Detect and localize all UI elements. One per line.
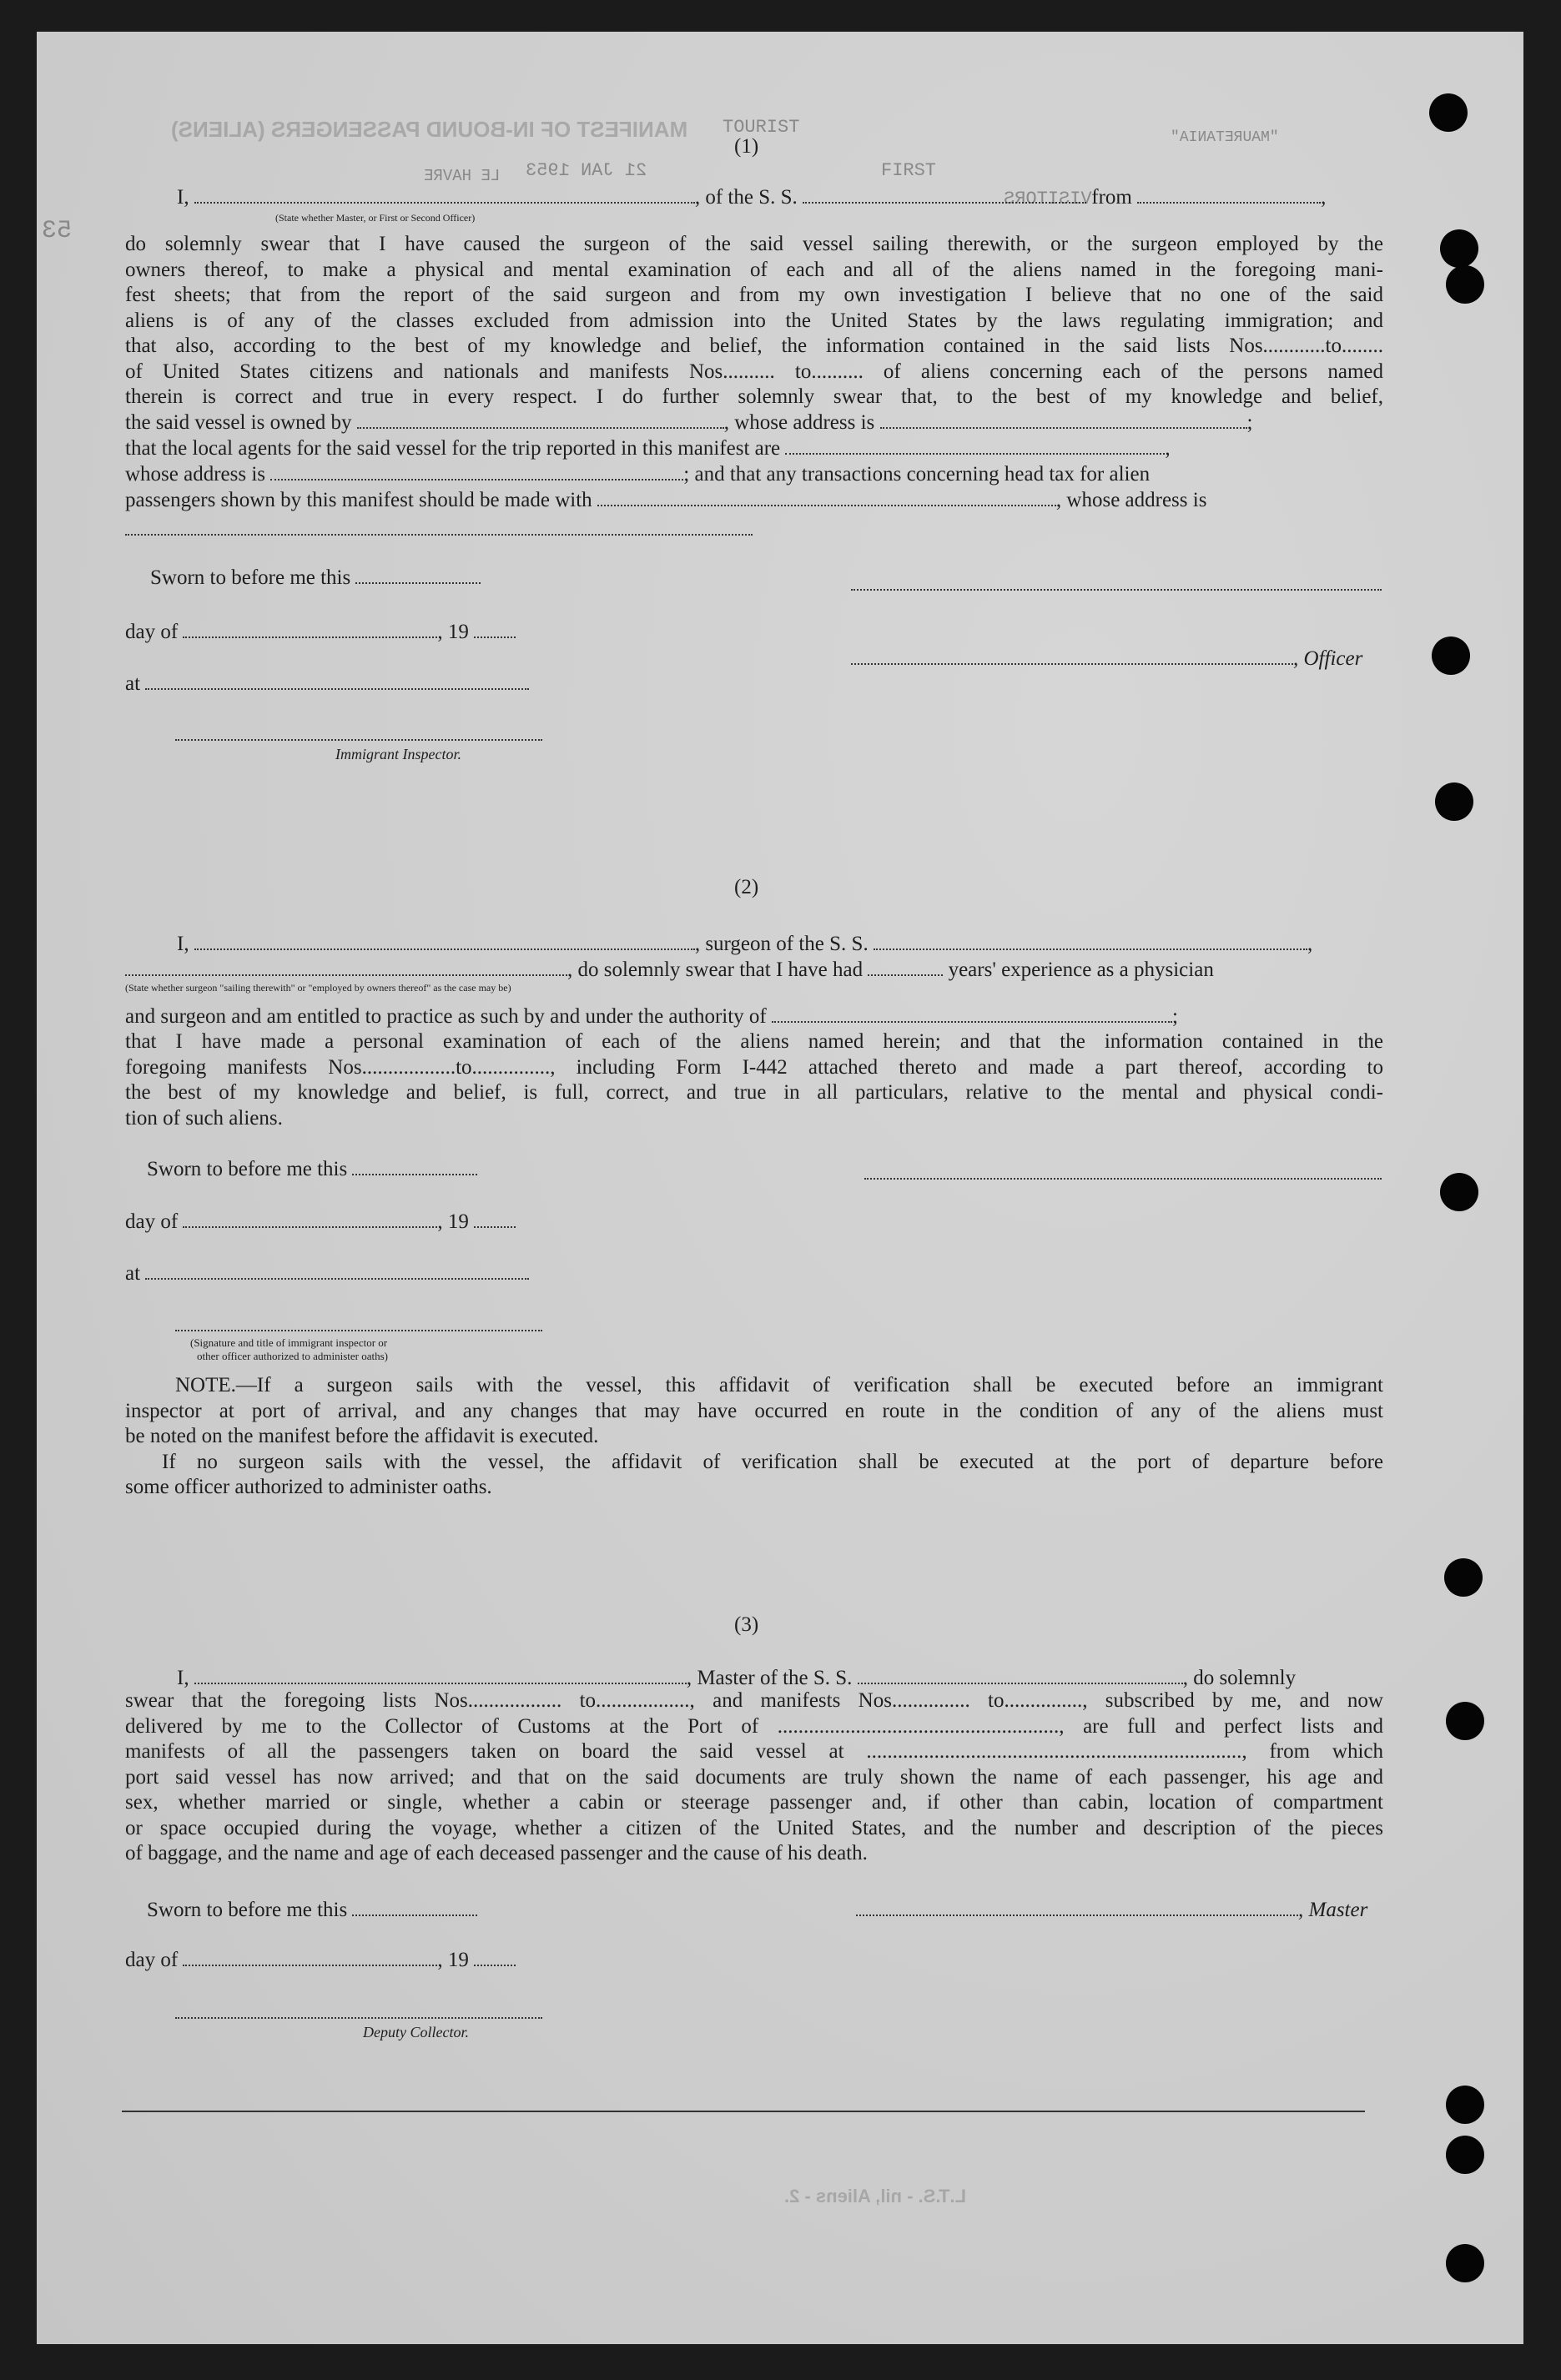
date-stamp: 21 JAN 1953 xyxy=(526,160,647,181)
s3-deputy-sig xyxy=(175,2017,542,2019)
s1-master-caption: (State whether Master, or First or Second Officer) xyxy=(275,212,476,224)
punch-hole xyxy=(1446,2244,1484,2282)
punch-hole xyxy=(1435,782,1473,821)
punch-hole xyxy=(1446,1702,1484,1740)
s3-master-line: I, , Master of the S. S. , do solemnly xyxy=(177,1667,1297,1689)
punch-hole xyxy=(1440,1173,1478,1211)
punch-hole xyxy=(1446,2136,1484,2174)
punch-hole xyxy=(1444,1558,1483,1597)
section-2-number: (2) xyxy=(734,876,759,898)
bleed-through-title: MANIFEST OF IN-BOUND PASSENGERS (ALIENS) xyxy=(171,117,688,142)
s1-sworn-line: Sworn to before me this xyxy=(150,566,481,591)
class-stamp: TOURIST xyxy=(723,117,800,138)
s2-surgeon-sig xyxy=(864,1178,1382,1180)
s1-whose-line: whose address is ; and that any transactions concerning head tax for alien xyxy=(125,463,1151,486)
s1-paragraph: do solemnly swear that I have caused the surgeon of the said vessel sailing therewith, or the surgeon employed by the owners thereof, to make a physical and mental examination of each and all of the aliens named in the foregoing mani- fest sheets; that from the report of the said surgeon and from my own investigation I believe that no one of the said aliens is of any of the classes excluded from admission into the United States by the laws regulating immigration; and that also, according to the best of my knowledge and belief, the information contained in the said lists Nos............to........ of United States citizens and nationals and manifests Nos.......... to.......... of aliens concerning each of the persons named therein is correct and true in every respect. I do further solemnly swear that, to the best of my knowledge and belief, xyxy=(125,233,1383,408)
ship-stamp: VISITORS xyxy=(1004,189,1092,209)
s1-inspector-sig xyxy=(175,739,542,741)
section-3-number: (3) xyxy=(734,1613,759,1636)
s1-master-line: I, , of the S. S. from , xyxy=(177,186,1327,209)
s1-at-line: at xyxy=(125,672,529,697)
bleed-through-footer: L.T.S. - nil, Aliens - 2. xyxy=(784,2186,966,2206)
s3-master-sig-line: , Master xyxy=(856,1898,1367,1923)
s2-sig-caption-2: other officer authorized to administer oaths) xyxy=(197,1350,388,1362)
s1-officer-sig-top xyxy=(851,589,1382,591)
punch-hole xyxy=(1429,93,1468,132)
first-class-stamp: FIRST xyxy=(881,160,937,181)
s2-authority-line: and surgeon and am entitled to practice as such by and under the authority of ; xyxy=(125,1005,1178,1028)
s1-day-line: day of , 19 xyxy=(125,620,516,645)
punch-hole xyxy=(1446,2086,1484,2124)
s2-experience-line: , do solemnly swear that I have had years' experience as a physician xyxy=(125,958,1214,983)
margin-number: 53 xyxy=(42,217,73,245)
s3-sworn-line: Sworn to before me this xyxy=(147,1898,477,1923)
bottom-rule xyxy=(122,2111,1365,2112)
s3-day-line: day of , 19 xyxy=(125,1948,516,1973)
s1-owner-line: the said vessel is owned by , whose address is ; xyxy=(125,411,1253,434)
section-1-number: (1) xyxy=(734,135,759,158)
punch-hole xyxy=(1432,637,1470,675)
s2-inspector-sig xyxy=(175,1330,542,1331)
port-stamp: LE HAVRE xyxy=(424,167,501,185)
s2-sworn-line: Sworn to before me this xyxy=(147,1157,477,1182)
s1-inspector-label: Immigrant Inspector. xyxy=(335,746,461,762)
s2-sig-caption-1: (Signature and title of immigrant inspector or xyxy=(190,1336,388,1349)
s2-note: NOTE.—If a surgeon sails with the vessel, this affidavit of verification shall be executed before an immigrant inspector at port of arrival, and any changes that may have occurred en route in the condition of any of the aliens must be noted on the manifest before the affidavit is executed. If no surgeon sails with the vessel, the affidavit of verification shall be executed at the port of departure before some officer authorized to administer oaths. xyxy=(125,1374,1383,1498)
s2-paragraph: that I have made a personal examination of each of the aliens named herein; and that the information contained in the foregoing manifests Nos..................to..............., including Form I-442 attached thereto and made a part thereof, according to the best of my knowledge and belief, is full, correct, and true in all particulars, relative to the mental and physical condi- tion of such aliens. xyxy=(125,1030,1383,1130)
s1-officer-line: , Officer xyxy=(851,647,1362,672)
s1-agents-line: that the local agents for the said vessel for the trip reported in this manifest are , xyxy=(125,437,1171,460)
s1-address-blank xyxy=(125,534,753,536)
vessel-stamp: "MAURETANIA" xyxy=(1171,129,1279,146)
punch-hole xyxy=(1440,229,1478,268)
s2-day-line: day of , 19 xyxy=(125,1210,516,1235)
s2-surgeon-line: I, , surgeon of the S. S. , xyxy=(177,933,1313,955)
s1-passengers-line: passengers shown by this manifest should be made with , whose address is xyxy=(125,489,1207,511)
punch-hole xyxy=(1446,265,1484,304)
s3-deputy-label: Deputy Collector. xyxy=(363,2024,469,2040)
s3-paragraph: swear that the foregoing lists Nos.................. to.................., and manifests Nos............... to..............., subscribed by me, and now delivered by me to the Collector of Customs at the Port of ......................................................, are full and perfect lists and manifests of all the passengers taken on board the said vessel at ........................................................................, from which port said vessel has now arrived; and that on the said documents are truly shown the name of each passenger, his age and sex, whether married or single, whether a cabin or steerage passenger and, if other than cabin, location of compartment or space occupied during the voyage, whether a citizen of the United States, and the number and description of the pieces of baggage, and the name and age of each deceased passenger and the cause of his death. xyxy=(125,1689,1383,1864)
s2-at-line: at xyxy=(125,1261,529,1286)
s2-experience-caption: (State whether surgeon "sailing therewith" or "employed by owners thereof" as the case may be) xyxy=(125,982,511,994)
